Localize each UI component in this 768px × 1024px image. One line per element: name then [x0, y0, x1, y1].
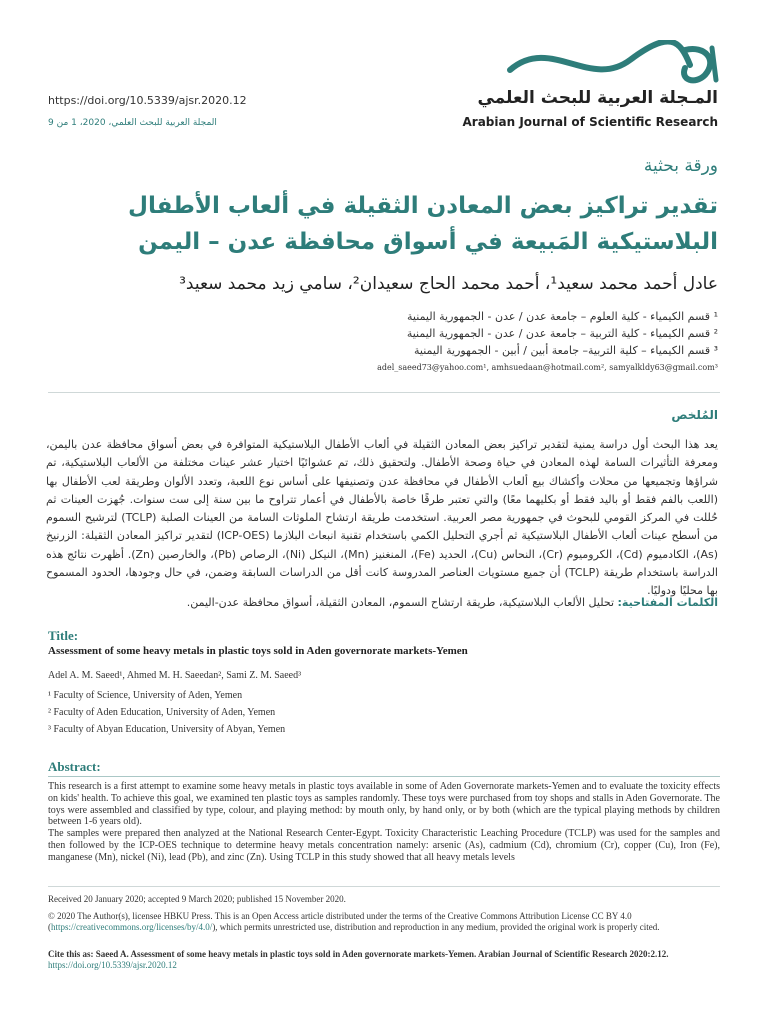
cite-text: Saeed A. Assessment of some heavy metals in plastic toys sold in Aden governorate markets-Yemen. Arabian Journal of Scientific Research 2020:2.12.	[93, 949, 669, 959]
license-text-pre: © 2020 The Author(s), licensee HBKU Press. This is an Open Access article distributed under the terms of the Creative Commons Attribution License CC BY 4.0 (	[48, 911, 632, 932]
divider	[48, 392, 720, 393]
affiliation-ar-2: ² قسم الكيمياء - كلية التربية – جامعة عدن / عدن - الجمهورية اليمنية	[406, 327, 718, 340]
title-en: Assessment of some heavy metals in plastic toys sold in Aden governorate markets-Yemen	[48, 645, 468, 657]
cite-doi-link[interactable]: https://doi.org/10.5339/ajsr.2020.12	[48, 960, 177, 970]
affiliation-en-3: ³ Faculty of Abyan Education, University of Abyan, Yemen	[48, 724, 286, 735]
license-notice	[48, 911, 720, 933]
keywords-ar	[46, 596, 718, 609]
abstract-en-paragraph-2: The samples were prepared then analyzed at the National Research Center-Egypt. Toxicity Characteristic Leaching Procedure (TCLP) was used for the samples and then followed by the ICP-OES technique to determine heavy metals concentration namely: arsenic (As), cadmium (Cd), chromium (Cr), copper (Cu), Iron (Fe), manganese (Mn), nickel (Ni), lead (Pb), and zinc (Zn). Using TCLP in this study showed that all heavy metals levels	[48, 828, 720, 863]
abstract-ar-body: يعد هذا البحث أول دراسة يمنية لتقدير تراكيز بعض المعادن الثقيلة في ألعاب الأطفال البلاستيكية المتوافرة في بعض أسواق محافظة عدن باليمن، ومعرفة التأثيرات السامة لهذه المعادن في حياة وصحة الأطفال. ولتحقيق ذلك، تم عشوائيًا اختيار عشر عينات مختلفة من الألعاب البلاستيكية، تم شراؤها وتجميعها من محلات وأكشاك بيع ألعاب الأطفال في محافظة عدن وتصنيفها على أساس نوع اللعبة، وتعدد الألوان وطريقة لعب الأطفال بها (اللعب بالفم فقط أو باليد فقط أو بكليهما معًا) والتي تعتبر طرقًا خاصة بالأطفال في أعمار تتراوح ما بين سنة إلى ست سنوات. جُهزت العينات ثم حُللت في المركز القومي للبحوث في جمهورية مصر العربية. استخدمت طريقة ارتشاح الملوثات السامة من العينات الصلبة (TCLP) لترشيح السموم من أسطح عينات ألعاب الأطفال البلاستيكية ثم أجري التحليل الكمي باستخدام تقنية انبعاث البلازما (ICP-OES) لتقدير تراكيز المعادن الثقيلة: الزرنيخ (As)، الكادميوم (Cd)، الكروميوم (Cr)، النحاس (Cu)، الحديد (Fe)، المنغنيز (Mn)، النيكل (Ni)، الرصاص (Pb)، والخارصين (Zn). أظهرت نتائج هذه الدراسة باستخدام طريقة (TCLP) أن جميع مستويات العناصر المدروسة كانت أقل من الدراسات السابقة وضمن، في حال وجودها، الحدود المسموح بها محليًا ودوليًا.	[46, 438, 718, 598]
journal-logo-name-en: Arabian Journal of Scientific Research	[462, 115, 718, 129]
abstract-ar-heading: المُلخص	[671, 408, 718, 422]
journal-page-info: المجلة العربية للبحث العلمي، 2020، 1 من 9	[48, 118, 217, 128]
abstract-en-body	[48, 781, 720, 864]
affiliation-ar-3: ³ قسم الكيمياء – كلية التربية– جامعة أبين / أبين - الجمهورية اليمنية	[413, 344, 718, 357]
affiliation-en-2: ² Faculty of Aden Education, University of Aden, Yemen	[48, 707, 276, 718]
cite-label: Cite this as:	[48, 949, 94, 959]
authors-ar: عادل أحمد محمد سعيد¹، أحمد محمد الحاج سعيدان²، سامي زيد محمد سعيد³	[179, 274, 718, 294]
keywords-ar-list: تحليل الألعاب البلاستيكية، طريقة ارتشاح السموم، المعادن الثقيلة، أسواق محافظة عدن-اليمن.	[186, 596, 615, 609]
license-link[interactable]: https://creativecommons.org/licenses/by/4.0/	[51, 922, 213, 932]
abstract-en-paragraph-1: This research is a first attempt to examine some heavy metals in plastic toys available in some of Aden Governorate markets-Yemen and to evaluate the toxicity effects on kids' health. To achieve this goal, we examined ten plastic toys as samples randomly. These toys were purchased from toy shops and stalls in Aden Governorate. The toys were assembled and classified by type, colour, and playing method: by mouth only, by hand only, or by both (which are the typical playing methods by children between 1-6 years old).	[48, 781, 720, 828]
title-en-heading: Title:	[48, 628, 79, 643]
abstract-en-heading: Abstract:	[48, 759, 101, 774]
received-dates: Received 20 January 2020; accepted 9 March 2020; published 15 November 2020.	[48, 894, 346, 904]
footer-divider	[48, 886, 720, 887]
affiliation-en-1: ¹ Faculty of Science, University of Aden, Yemen	[48, 690, 243, 701]
title-ar-line2: البلاستيكية المَبيعة في أسواق محافظة عدن – اليمن	[138, 229, 718, 255]
author-emails[interactable]: adel_saeed73@yahoo.com¹, amhsuedaan@hotmail.com², samyalkldy63@gmail.com³	[377, 363, 718, 372]
abstract-divider	[48, 776, 720, 777]
keywords-ar-label: الكلمات المفتاحية:	[617, 596, 718, 609]
journal-logo-name-ar: المـجلة العربية للبحث العلمي	[477, 88, 718, 108]
journal-logo-icon	[490, 40, 730, 88]
affiliation-ar-1: ¹ قسم الكيمياء - كلية العلوم – جامعة عدن / عدن - الجمهورية اليمنية	[407, 310, 718, 323]
doi-link[interactable]: https://doi.org/10.5339/ajsr.2020.12	[48, 94, 247, 107]
title-ar-line1: تقدير تراكيز بعض المعادن الثقيلة في ألعاب الأطفال	[128, 193, 718, 219]
citation	[48, 949, 720, 971]
paper-type: ورقة بحثية	[643, 156, 718, 176]
authors-en: Adel A. M. Saeed¹, Ahmed M. H. Saeedan², Sami Z. M. Saeed³	[48, 670, 302, 681]
license-text-post: ), which permits unrestricted use, distribution and reproduction in any medium, provided the original work is properly cited.	[212, 922, 660, 932]
